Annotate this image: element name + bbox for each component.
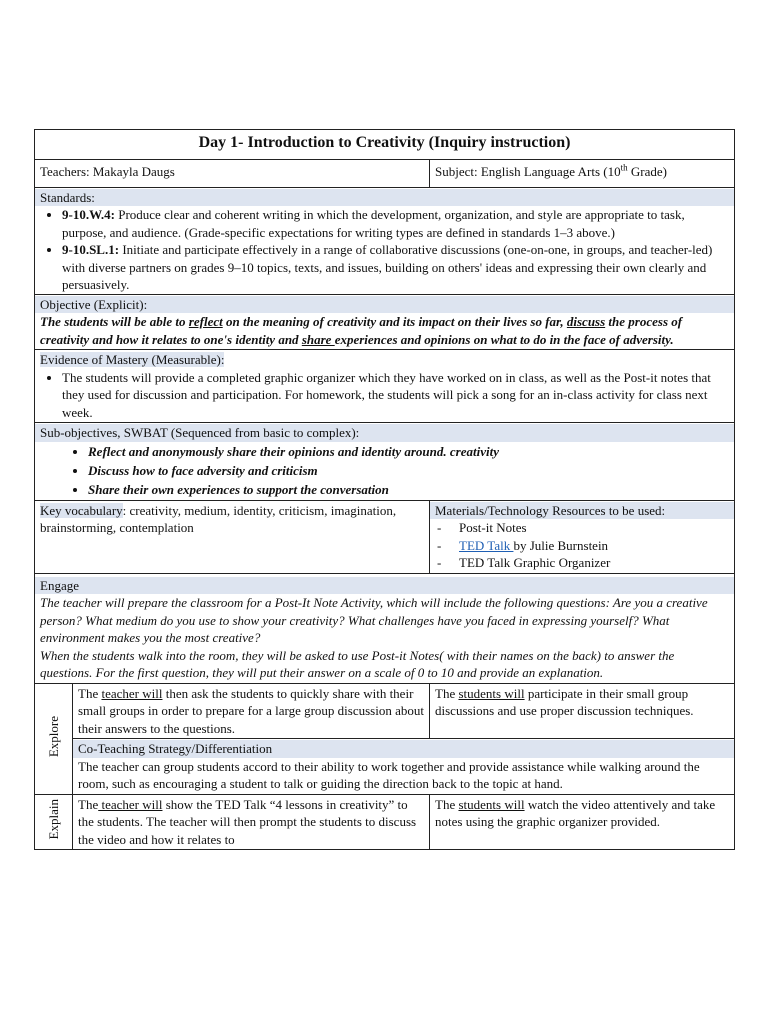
coteaching-text: The teacher can group students accord to their ability to work together and provide assistance while walking around the room, such as encouraging a student to talk or guiding the direction back to the topic at hand. (78, 758, 700, 791)
subject-superscript: th (620, 162, 628, 173)
standards-row (35, 187, 735, 294)
evidence-heading: Evidence of Mastery (Measurable): (40, 352, 225, 367)
subobjectives-cell (35, 423, 735, 501)
objective-heading: Objective (Explicit): (35, 296, 734, 314)
explain-students-keyword: students will (458, 796, 525, 812)
vocab-materials-row (35, 500, 735, 573)
subobjectives-row (35, 423, 735, 501)
evidence-item: • The students will provide a completed graphic organizer which they have worked on in class, as well as the Post-it notes that they used for discussion and participation. For homework, the students will pick a song for an in-class activity for class next week. (62, 369, 729, 422)
subject-suffix: Grade) (627, 164, 667, 179)
evidence-row (35, 350, 735, 423)
coteaching-row (35, 739, 735, 795)
explain-students-text: The (435, 796, 459, 812)
lesson-plan-document (34, 129, 734, 850)
explore-students-cell (430, 683, 735, 739)
objective-part: the process of creativity and how it relates to one's identity and (40, 314, 683, 347)
explain-row (35, 794, 735, 850)
objective-part: experiences and opinions on what to do in the face of adversity. (334, 331, 674, 347)
standard-code: 9-10.SL.1: (62, 242, 120, 257)
objective-part: The students will be able to (40, 314, 189, 329)
objective-keyword-reflect: reflect (188, 314, 223, 329)
title-row (35, 130, 735, 160)
coteaching-cell (73, 739, 735, 795)
explore-label-cell (35, 683, 73, 794)
materials-cell (430, 500, 735, 573)
subobjective-item: • Reflect and anonymously share their opinions and identity around. creativity (88, 442, 729, 461)
subobjective-item: • Discuss how to face adversity and criticism (88, 461, 729, 480)
explain-teacher-text: show the TED Talk “4 lessons in creativity” to the students. The teacher will then prompt the students to discuss the video and how it relates to (78, 796, 417, 847)
vocab-label: Key vocabulary (40, 502, 123, 518)
objective-part: on the meaning of creativity and its impact on their lives so far, (222, 314, 567, 329)
subobjective-item: • Share their own experiences to support the conversation (88, 480, 729, 499)
objective-keyword-share: share (301, 331, 335, 347)
explain-teacher-cell (73, 794, 430, 850)
teacher-subject-row (35, 160, 735, 188)
materials-item (459, 537, 729, 555)
explore-teacher-cell (73, 683, 430, 739)
explore-teacher-text: The (78, 685, 102, 701)
subject-cell (430, 160, 735, 188)
explain-students-text: watch the video attentively and take notes using the graphic organizer provided. (435, 796, 716, 829)
evidence-cell (35, 350, 735, 423)
standards-list (40, 206, 729, 294)
subobjectives-list (40, 442, 729, 499)
materials-item-text: by Julie Burnstein (513, 537, 609, 553)
subject-text: Subject: English Language Arts (10 (435, 164, 621, 179)
engage-heading: Engage (35, 577, 734, 595)
explain-teacher-keyword: teacher will (98, 796, 163, 812)
standard-item (62, 206, 729, 241)
materials-item: - Post-it Notes (459, 519, 729, 537)
standards-cell (35, 187, 735, 294)
objective-row (35, 294, 735, 350)
lesson-plan-table (34, 129, 735, 850)
materials-heading: Materials/Technology Resources to be used: (430, 502, 734, 520)
objective-keyword-discuss: discuss (566, 314, 606, 329)
explore-students-keyword: students will (458, 685, 525, 701)
objective-text (40, 313, 729, 348)
evidence-list (40, 369, 729, 422)
engage-row (35, 573, 735, 683)
explore-label: Explore (45, 715, 61, 757)
materials-item: - TED Talk Graphic Organizer (459, 554, 729, 572)
explain-students-cell (430, 794, 735, 850)
standard-text: Initiate and participate effectively in a range of collaborative discussions (one-on-one, in groups, and teacher-led) with diverse partners on grades 9–10 topics, texts, and issues, building on others' ideas and expressing their own clearly and persuasively. (62, 242, 713, 292)
explore-students-text: The (435, 685, 459, 701)
standard-item (62, 241, 729, 294)
engage-cell (35, 573, 735, 683)
materials-list (435, 519, 729, 572)
explore-teacher-keyword: teacher will (101, 685, 163, 701)
lesson-title: Day 1- Introduction to Creativity (Inquiry instruction) (35, 130, 735, 160)
vocab-cell (35, 500, 430, 573)
teachers-cell: Teachers: Makayla Daugs (35, 160, 430, 188)
standard-text: Produce clear and coherent writing in which the development, organization, and style are appropriate to task, purpose, and audience. (Grade-specific expectations for writing types are defined in standards 1–3 above.) (62, 207, 685, 240)
explore-students-text: participate in their small group discussions and use proper discussion techniques. (435, 685, 694, 718)
explain-label-cell (35, 794, 73, 850)
vocab-text: : creativity, medium, identity, criticism, imagination, brainstorming, contemplation (40, 502, 397, 535)
subobjectives-heading: Sub-objectives, SWBAT (Sequenced from basic to complex): (35, 424, 734, 442)
engage-paragraph: The teacher will prepare the classroom for a Post-It Note Activity, which will include the following questions: Are you a creative person? What medium do you use to show your creativity? What challenges have you faced in expressing yourself? What environment makes you the most creative? (40, 595, 708, 645)
coteaching-heading: Co-Teaching Strategy/Differentiation (73, 740, 734, 758)
explain-teacher-text: The (78, 796, 99, 812)
ted-talk-link[interactable]: TED Talk (459, 537, 514, 553)
standards-heading: Standards: (35, 189, 734, 207)
explore-teacher-text: then ask the students to quickly share with their small groups in order to prepare for a large group discussion about their answers to the questions. (78, 685, 424, 736)
explore-row (35, 683, 735, 739)
engage-paragraph: When the students walk into the room, they will be asked to use Post-it Notes( with their names on the back) to answer the questions. For the first question, they will put their answer on a scale of 0 to 10 and provide an explanation. (40, 647, 675, 680)
standard-code: 9-10.W.4: (62, 207, 115, 222)
objective-cell (35, 294, 735, 350)
explain-label: Explain (45, 799, 61, 840)
